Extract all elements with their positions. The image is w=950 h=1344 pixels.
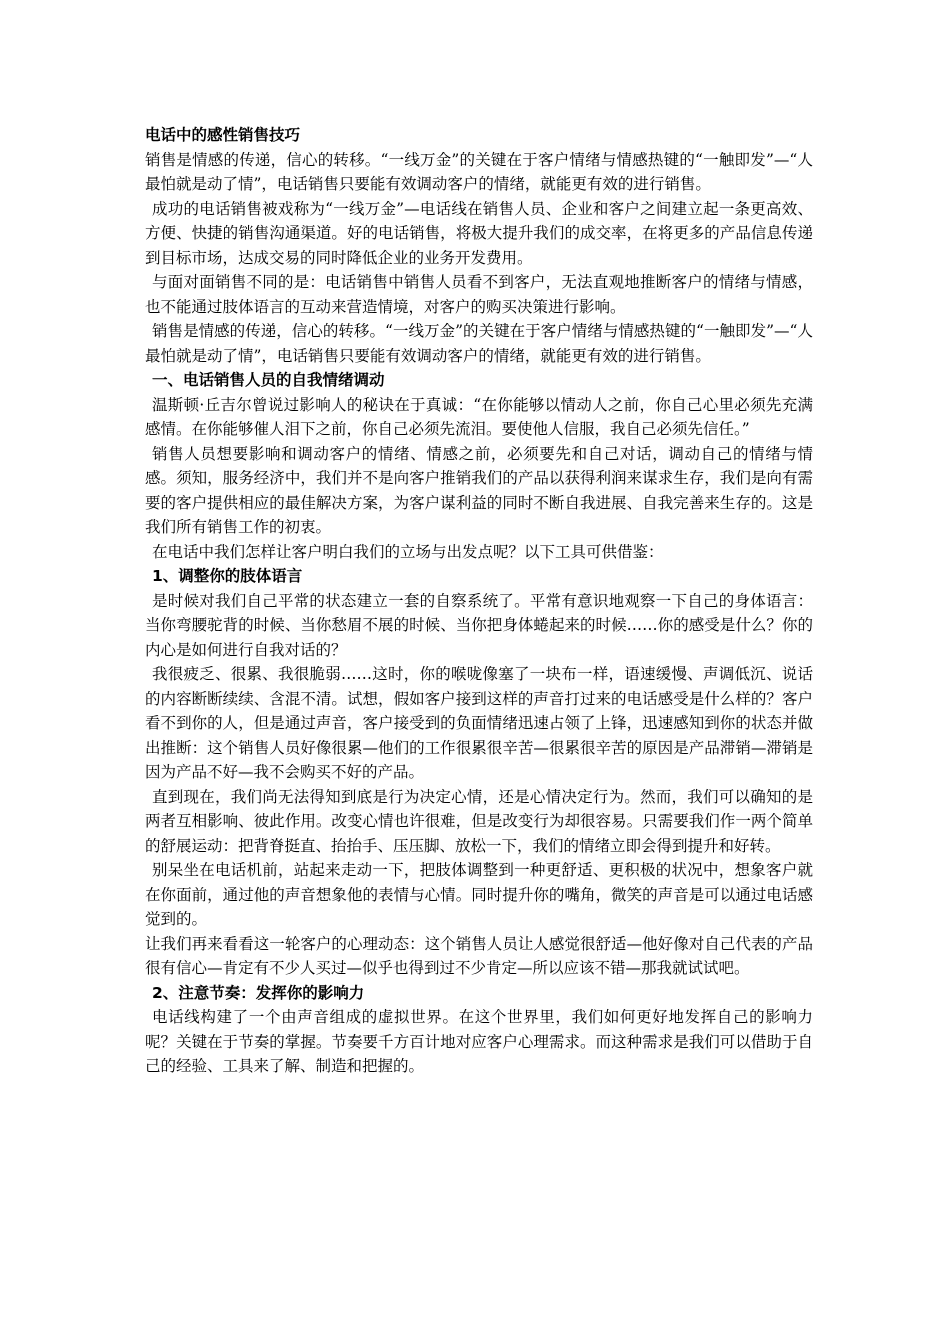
- section-heading: 一、电话销售人员的自我情绪调动: [152, 371, 385, 389]
- section-heading: 2、注意节奏：发挥你的影响力: [152, 983, 365, 1002]
- body-paragraph: 销售是情感的传递，信心的转移。“一线万金”的关键在于客户情绪与情感热键的“一触即发”—“人最怕就是动了情”，电话销售只要能有效调动客户的情绪，就能更有效的进行销售。: [145, 150, 813, 193]
- document-title: 电话中的感性销售技巧: [145, 126, 301, 144]
- body-paragraph: 温斯顿·丘吉尔曾说过影响人的秘诀在于真诚：“在你能够以情动人之前，你自己心里必须先充满感情。在你能够催人泪下之前，你自己必须先流泪。要使他人信服，我自己必须先信任。”: [145, 395, 813, 438]
- body-paragraph: 是时候对我们自己平常的状态建立一套的自察系统了。平常有意识地观察一下自己的身体语言：当你弯腰驼背的时候、当你愁眉不展的时候、当你把身体蜷起来的时候……你的感受是什么？你的内心是如何进行自我对话的？: [145, 591, 813, 659]
- body-paragraph: 销售是情感的传递，信心的转移。“一线万金”的关键在于客户情绪与情感热键的“一触即发”—“人最怕就是动了情”，电话销售只要能有效调动客户的情绪，就能更有效的进行销售。: [145, 322, 813, 365]
- body-paragraph: 成功的电话销售被戏称为“一线万金”—电话线在销售人员、企业和客户之间建立起一条更高效、方便、快捷的销售沟通渠道。好的电话销售，将极大提升我们的成交率，在将更多的产品信息传递到目标市场，达成交易的同时降低企业的业务开发费用。: [145, 199, 813, 267]
- section-heading: 1、调整你的肢体语言: [152, 567, 303, 585]
- body-paragraph: 电话线构建了一个由声音组成的虚拟世界。在这个世界里，我们如何更好地发挥自己的影响力呢？关键在于节奏的掌握。节奏要千方百计地对应客户心理需求。而这种需求是我们可以借助于自己的经验、工具来了解、制造和把握的。: [145, 1008, 813, 1075]
- body-paragraph: 别呆坐在电话机前，站起来走动一下，把肢体调整到一种更舒适、更积极的状况中，想象客户就在你面前，通过他的声音想象他的表情与心情。同时提升你的嘴角，微笑的声音是可以通过电话感觉到的。: [145, 861, 813, 928]
- body-paragraph: 在电话中我们怎样让客户明白我们的立场与出发点呢？以下工具可供借鉴：: [152, 542, 664, 561]
- document-page: [145, 123, 813, 1079]
- body-paragraph: 销售人员想要影响和调动客户的情绪、情感之前，必须要先和自己对话，调动自己的情绪与情感。须知，服务经济中，我们并不是向客户推销我们的产品以获得利润来谋求生存，我们是向有需要的客户提供相应的最佳解决方案，为客户谋利益的同时不断自我进展、自我完善来生存的。这是我们所有销售工作的初衷。: [145, 444, 813, 536]
- body-paragraph: 与面对面销售不同的是：电话销售中销售人员看不到客户，无法直观地推断客户的情绪与情感，也不能通过肢体语言的互动来营造情境，对客户的购买决策进行影响。: [145, 273, 813, 316]
- body-paragraph: 直到现在，我们尚无法得知到底是行为决定心情，还是心情决定行为。然而，我们可以确知的是两者互相影响、彼此作用。改变心情也许很难，但是改变行为却很容易。只需要我们作一两个简单的舒展运动：把背脊挺直、抬抬手、压压脚、放松一下，我们的情绪立即会得到提升和好转。: [145, 787, 813, 855]
- body-paragraph: 我很疲乏、很累、我很脆弱……这时，你的喉咙像塞了一块布一样，语速缓慢、声调低沉、说话的内容断断续续、含混不清。试想，假如客户接到这样的声音打过来的电话感受是什么样的？客户看不到你的人，但是通过声音，客户接受到的负面情绪迅速占领了上锋，迅速感知到你的状态并做出推断：这个销售人员好像很累—他们的工作很累很辛苦—很累很辛苦的原因是产品滞销—滞销是因为产品不好—我不会购买不好的产品。: [145, 665, 813, 781]
- body-paragraph: 让我们再来看看这一轮客户的心理动态：这个销售人员让人感觉很舒适—他好像对自己代表的产品很有信心—肯定有不少人买过—似乎也得到过不少肯定—所以应该不错—那我就试试吧。: [145, 934, 813, 977]
- document-body: [145, 148, 813, 1079]
